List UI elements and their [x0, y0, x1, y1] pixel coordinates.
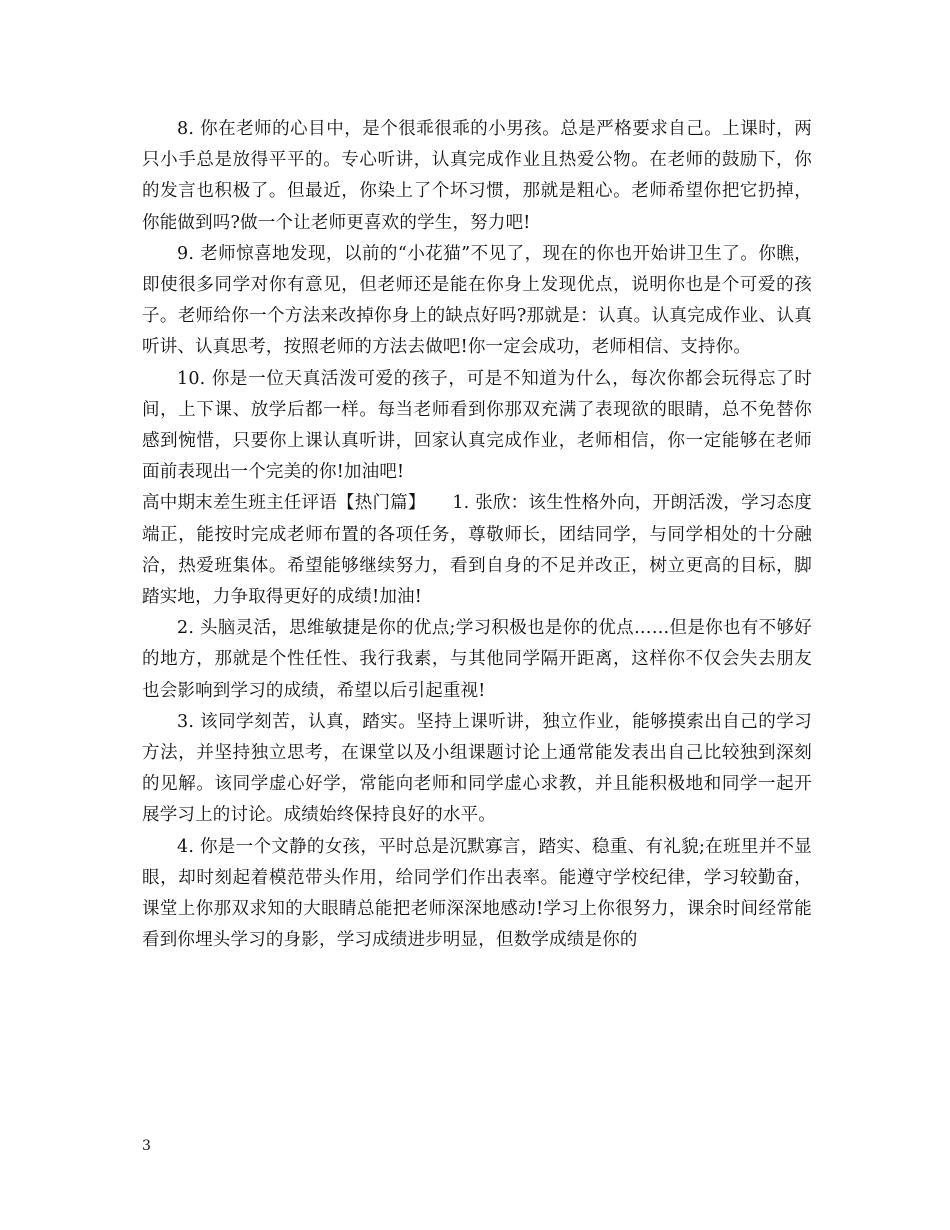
- page-number: 3: [142, 1138, 151, 1154]
- comment-paragraph-3: 3. 该同学刻苦，认真，踏实。坚持上课听讲，独立作业，能够摸索出自己的学习方法，并坚持独立思考，在课堂以及小组课题讨论上通常能发表出自己比较独到深刻的见解。该同学虚心好学，常能向老师和同学虚心求教，并且能积极地和同学一起开展学习上的讨论。成绩始终保持良好的水平。: [142, 711, 812, 826]
- comment-paragraph-4: 4. 你是一个文静的女孩，平时总是沉默寡言，踏实、稳重、有礼貌;在班里并不显眼，却时刻起着模范带头作用，给同学们作出表率。能遵守学校纪律，学习较勤奋，课堂上你那双求知的大眼睛总能把老师深深地感动!学习上你很努力，课余时间经常能看到你埋头学习的身影，学习成绩进步明显，但数学成绩是你的: [142, 836, 812, 951]
- section-heading-with-comment-1: 高中期末差生班主任评语【热门篇】 1. 张欣：该生性格外向，开朗活泼，学习态度端正，能按时完成老师布置的各项任务，尊敬师长，团结同学，与同学相处的十分融洽，热爱班集体。希望能够继续努力，看到自身的不足并改正，树立更高的目标，脚踏实地，力争取得更好的成绩!加油!: [142, 493, 812, 608]
- comment-paragraph-8: 8. 你在老师的心目中，是个很乖很乖的小男孩。总是严格要求自己。上课时，两只小手总是放得平平的。专心听讲，认真完成作业且热爱公物。在老师的鼓励下，你的发言也积极了。但最近，你染上了个坏习惯，那就是粗心。老师希望你把它扔掉，你能做到吗?做一个让老师更喜欢的学生，努力吧!: [142, 119, 812, 233]
- comment-paragraph-10: 10. 你是一位天真活泼可爱的孩子，可是不知道为什么，每次你都会玩得忘了时间，上下课、放学后都一样。每当老师看到你那双充满了表现欲的眼睛，总不免替你感到惋惜，只要你上课认真听讲，回家认真完成作业，老师相信，你一定能够在老师面前表现出一个完美的你!加油吧!: [142, 368, 812, 483]
- document-body: [142, 114, 812, 956]
- comment-paragraph-2: 2. 头脑灵活，思维敏捷是你的优点;学习积极也是你的优点……但是你也有不够好的地方，那就是个性任性、我行我素，与其他同学隔开距离，这样你不仅会失去朋友也会影响到学习的成绩，希望以后引起重视!: [142, 618, 812, 701]
- comment-paragraph-9: 9. 老师惊喜地发现，以前的“小花猫”不见了，现在的你也开始讲卫生了。你瞧，即使很多同学对你有意见，但老师还是能在你身上发现优点，说明你也是个可爱的孩子。老师给你一个方法来改掉你身上的缺点好吗?那就是：认真。认真完成作业、认真听讲、认真思考，按照老师的方法去做吧!你一定会成功，老师相信、支持你。: [142, 243, 812, 358]
